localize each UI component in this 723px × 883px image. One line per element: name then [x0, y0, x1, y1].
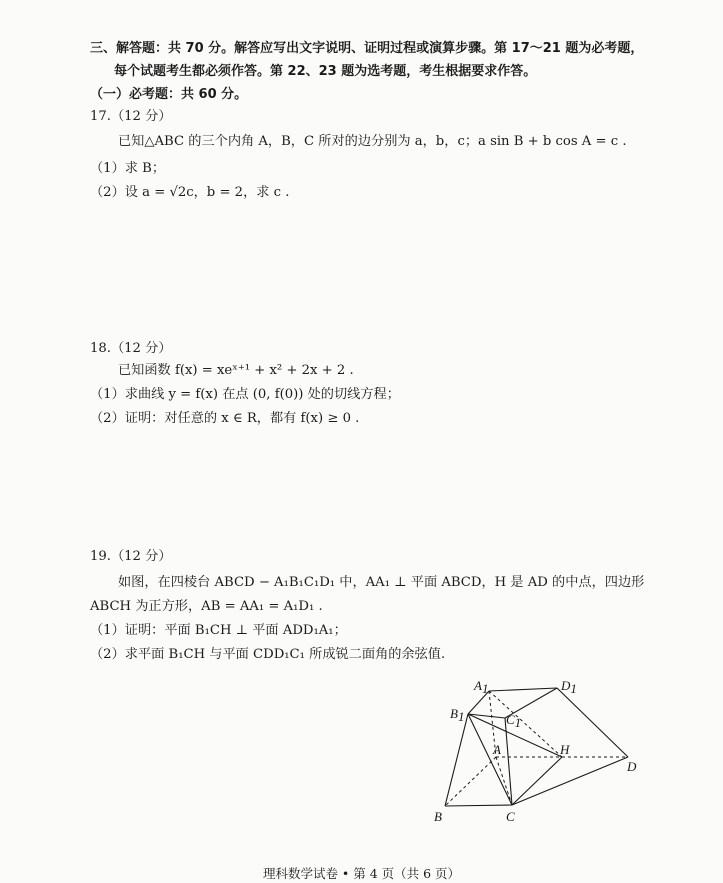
label-d1: D1	[561, 678, 577, 696]
section-sub-heading: （一）必考题：共 60 分。	[90, 87, 248, 102]
q19-part2: （2）求平面 B₁CH 与平面 CDD₁C₁ 所成锐二面角的余弦值.	[90, 647, 446, 662]
q17-number: 17.（12 分）	[90, 109, 172, 124]
label-b: B	[434, 809, 442, 824]
q19-number: 19.（12 分）	[90, 549, 172, 564]
label-c: C	[506, 809, 515, 824]
q17-part2: （2）设 a = √2c，b = 2，求 c .	[90, 185, 290, 200]
section-heading-line2: 每个试题考生都必须作答。第 22、23 题为选考题，考生根据要求作答。	[114, 64, 537, 79]
q18-part2: （2）证明：对任意的 x ∈ R，都有 f(x) ≥ 0 .	[90, 411, 360, 426]
q19-part1: （1）证明：平面 B₁CH ⊥ 平面 ADD₁A₁；	[90, 623, 347, 638]
edge-b1-b	[445, 714, 468, 806]
label-a1: A1	[474, 678, 489, 696]
edge-a-b-hidden	[445, 757, 496, 806]
q17-part1: （1）求 B；	[90, 161, 166, 176]
edge-c-d	[512, 757, 628, 805]
section-heading-line1: 三、解答题：共 70 分。解答应写出文字说明、证明过程或演算步骤。第 17～21 题为必考题，	[90, 41, 644, 56]
q19-stem-line2: ABCH 为正方形，AB = AA₁ = A₁D₁ .	[90, 599, 323, 614]
q18-number: 18.（12 分）	[90, 341, 172, 356]
label-b1: B1	[450, 706, 465, 724]
label-a: A	[493, 742, 501, 757]
edge-b-c	[445, 805, 512, 806]
label-c1: C1	[506, 712, 522, 730]
label-d: D	[627, 759, 637, 774]
q18-stem: 已知函数 f(x) = xeˣ⁺¹ + x² + 2x + 2 .	[118, 363, 354, 378]
q19-stem-line1: 如图，在四棱台 ABCD − A₁B₁C₁D₁ 中，AA₁ ⊥ 平面 ABCD，H 是 AD 的中点，四边形	[118, 575, 645, 590]
page-footer: 理科数学试卷 • 第 4 页（共 6 页）	[262, 866, 461, 881]
label-h: H	[560, 742, 570, 757]
q17-stem: 已知△ABC 的三个内角 A，B，C 所对的边分别为 a，b，c；a sin B + b cos A = c .	[118, 134, 627, 149]
edge-c-h	[512, 757, 562, 805]
q18-part1: （1）求曲线 y = f(x) 在点 (0, f(0)) 处的切线方程；	[90, 387, 400, 402]
edge-a1-d1	[489, 688, 557, 691]
